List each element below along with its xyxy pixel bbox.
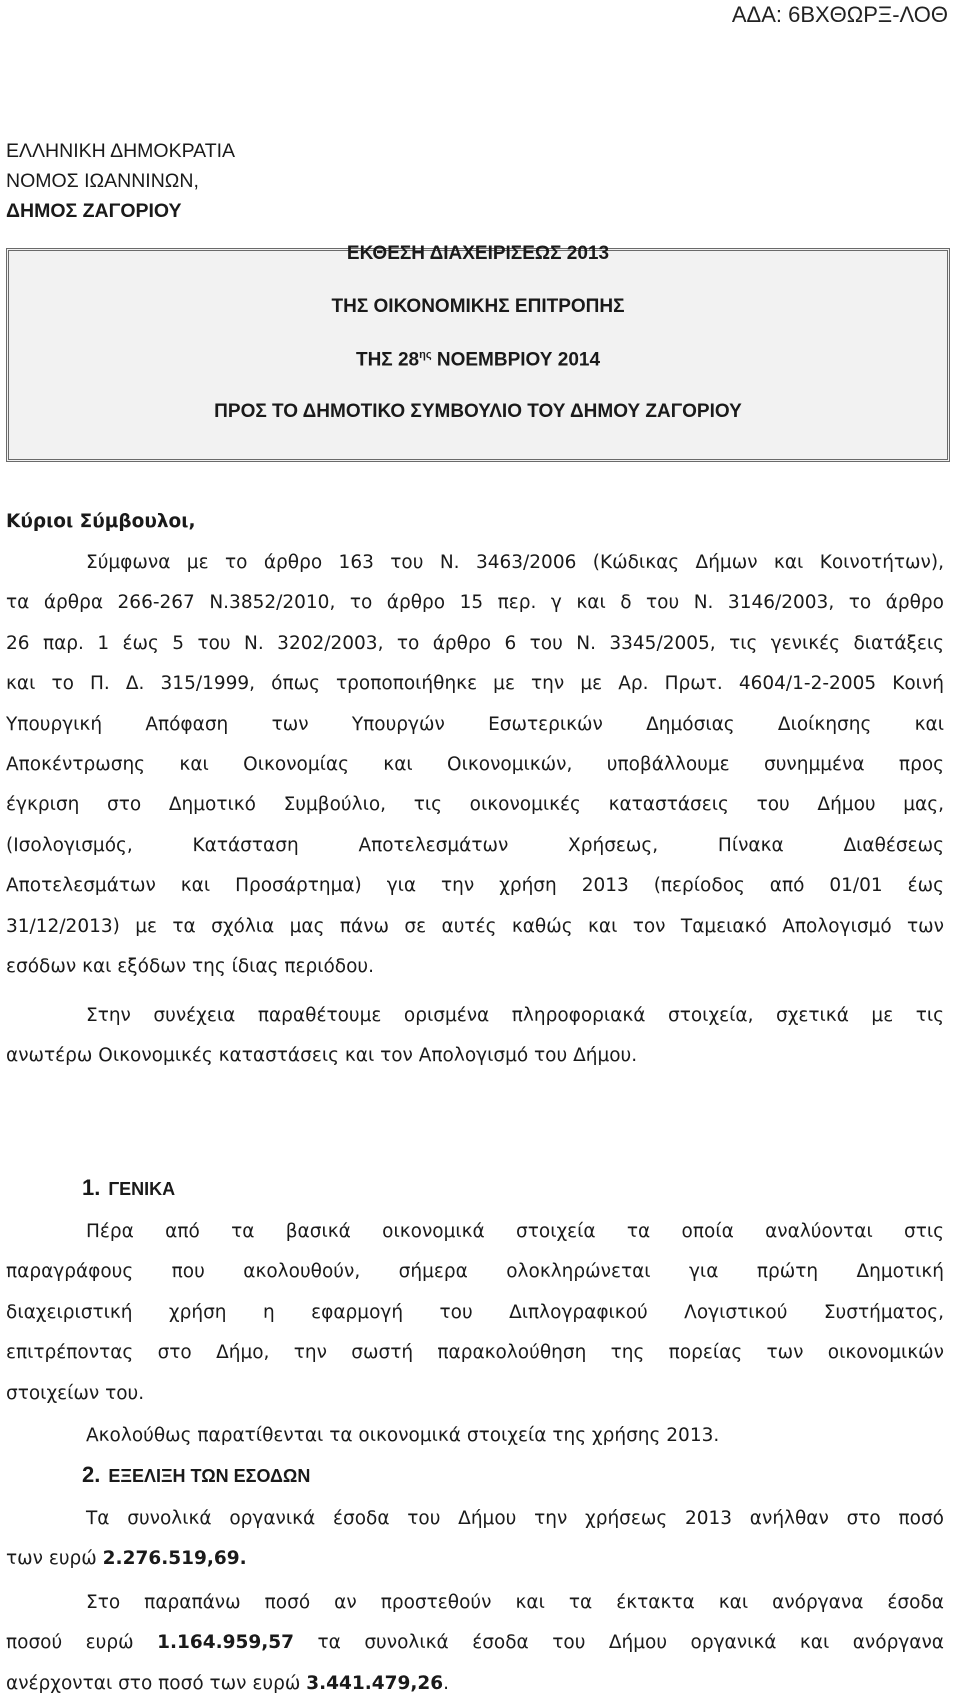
section-2-paragraph-1: Τα συνολικά οργανικά έσοδα του Δήμου την χρήσεως 2013 ανήλθαν στο ποσό των ευρώ 2.276.519,69.	[6, 1508, 944, 1570]
section-1-paragraph-2: Ακολούθως παρατίθενται τα οικονομικά στοιχεία της χρήσης 2013.	[86, 1425, 720, 1446]
total-revenue-amount: 3.441.479,26	[306, 1672, 444, 1694]
title-line-3: ΤΗΣ $28^{\eta\varsigma}$ ΝΟΕΜΒΡΙΟΥ 2014	[355, 349, 601, 371]
header-line-municipality: ΔΗΜΟΣ ΖΑΓΟΡΙΟΥ	[6, 200, 182, 222]
section-1-heading: 1. ΓΕΝΙΚΑ	[82, 1175, 176, 1200]
section-2-paragraph-2: Στο παραπάνω ποσό αν προστεθούν και τα έκτακτα και ανόργανα έσοδα ποσού ευρώ 1.164.959,57 τα συνολικά έσοδα του Δήμου οργανικά και ανόργανα ανέρχονται στο ποσό των ευρώ 3.441.479,26.	[6, 1592, 944, 1694]
title-line-1: ΕΚΘΕΣΗ ΔΙΑΧΕΙΡΙΣΕΩΣ 2013	[346, 243, 610, 264]
issuer-header	[6, 136, 235, 226]
intro-paragraph-2: Στην συνέχεια παραθέτουμε ορισμένα πληροφοριακά στοιχεία, σχετικά με τις ανωτέρω Οικονομικές καταστάσεις και τον Απολογισμό του Δήμου.	[6, 1005, 944, 1067]
salutation: Κύριοι Σύμβουλοι,	[6, 511, 196, 532]
header-line-prefecture: ΝΟΜΟΣ ΙΩΑΝΝΙΝΩΝ,	[6, 170, 199, 192]
header-line-country: ΕΛΛΗΝΙΚΗ ΔΗΜΟΚΡΑΤΙΑ	[6, 140, 236, 162]
organic-revenue-amount: 2.276.519,69.	[102, 1548, 247, 1570]
intro-paragraph-1: Σύμφωνα με το άρθρο 163 του Ν. 3463/2006 (Κώδικας Δήμων και Κοινοτήτων), τα άρθρα 266-267 Ν.3852/2010, το άρθρο 15 περ. γ και δ του Ν. 3146/2003, το άρθρο 26 παρ. 1 έως 5 του Ν. 3202/2003, το άρθρο 6 του Ν. 3345/2005, τις γενικές διατάξεις και το Π. Δ. 315/1999, όπως τροποποιήθηκε με την με Αρ. Πρωτ. 4604/1-2-2005 Κοινή Υπουργική Απόφαση των Υπουργών Εσωτερικών Δημόσιας Διοίκησης και Αποκέντρωσης και Οικονομίας και Οικονομικών, υποβάλλουμε συνημμένα προς έγκριση στο Δημοτικό Συμβούλιο, τις οικονομικές καταστάσεις του Δήμου μας, (Ισολογισμός, Κατάσταση Αποτελεσμάτων Χρήσεως, Πίνακα Διαθέσεως Αποτελεσμάτων και Προσάρτημα) για την χρήση 2013 (περίοδος από 01/01 έως 31/12/2013) με τα σχόλια μας πάνω σε αυτές καθώς και τον Ταμειακό Απολογισμό των εσόδων και εξόδων της ίδιας περιόδου.	[6, 552, 944, 978]
section-2-heading: 2. ΕΞΕΛΙΞΗ ΤΩΝ ΕΣΟΔΩΝ	[82, 1462, 311, 1487]
extraordinary-revenue-amount: 1.164.959,57	[157, 1632, 295, 1654]
ada-code: ΑΔΑ: 6ΒΧΘΩΡΞ-ΛΟΘ	[731, 2, 948, 27]
section-1-paragraph-1: Πέρα από τα βασικά οικονομικά στοιχεία τα οποία αναλύονται στις παραγράφους που ακολουθούν, σήμερα ολοκληρώνεται για πρώτη Δημοτική διαχειριστική χρήση η εφαρμογή του Διπλογραφικού Λογιστικού Συστήματος, επιτρέποντας στο Δήμο, την σωστή παρακολούθηση της πορείας των οικονομικών στοιχείων του.	[6, 1221, 944, 1404]
document-title-box	[6, 243, 950, 462]
title-line-4: ΠΡΟΣ ΤΟ ΔΗΜΟΤΙΚΟ ΣΥΜΒΟΥΛΙΟ ΤΟΥ ΔΗΜΟΥ ΖΑΓΟΡΙΟΥ	[214, 401, 742, 422]
title-line-2: ΤΗΣ ΟΙΚΟΝΟΜΙΚΗΣ ΕΠΙΤΡΟΠΗΣ	[331, 296, 625, 317]
